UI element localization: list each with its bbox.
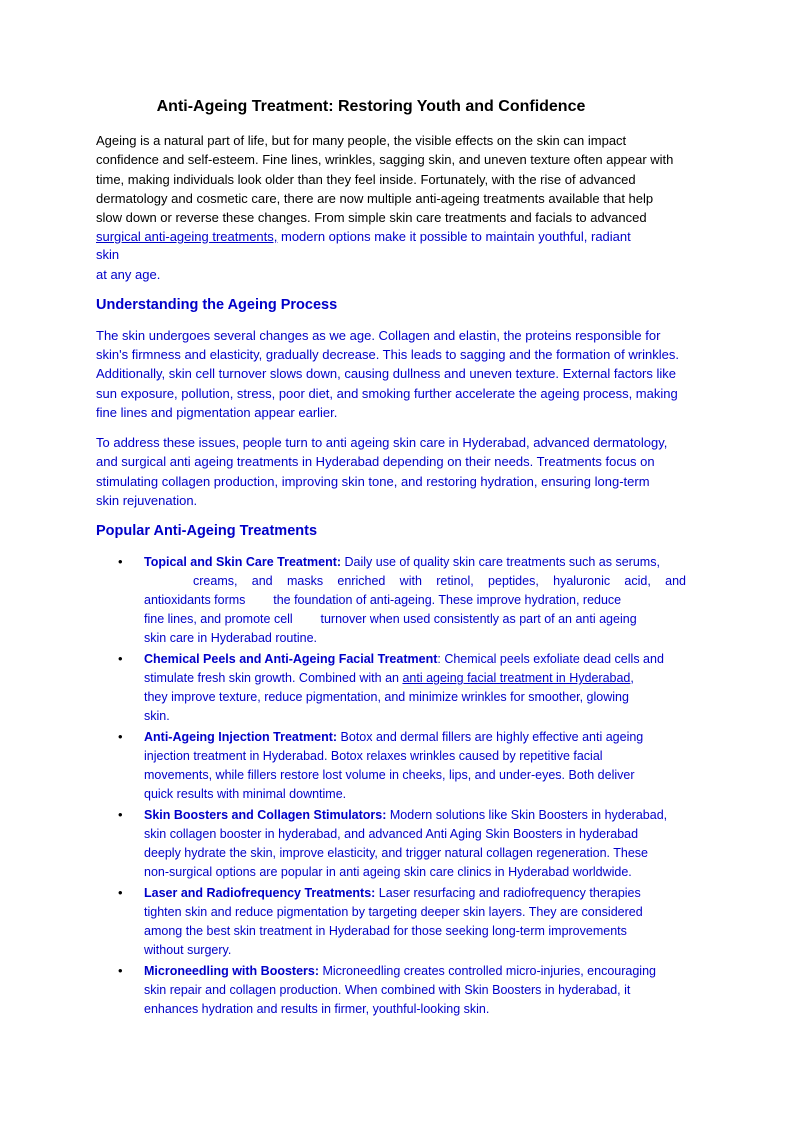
list-item-peels-line-3: they improve texture, reduce pigmentation, and minimize wrinkles for smoother, glowing [144,690,629,704]
list-item-peels-line-4: skin. [144,709,170,723]
list-item-peels-line-2 [144,669,634,688]
page-title: Anti-Ageing Treatment: Restoring Youth and Confidence [156,98,586,115]
list-item-injection-line-2: injection treatment in Hyderabad. Botox relaxes wrinkles caused by repetitive facial [144,749,603,763]
ageing-p1-line-2: skin's firmness and elasticity, gradually decrease. This leads to sagging and the formation of wrinkles. [96,347,679,362]
list-item-injection-line-1 [144,728,643,747]
bullet-icon: • [118,651,123,666]
list-item-microneedling-line-2: skin repair and collagen production. When combined with Skin Boosters in hyderabad, it [144,983,631,997]
list-item-title: Laser and Radiofrequency Treatments: [144,886,376,900]
bullet-icon: • [118,729,123,744]
ageing-p1-line-3: Additionally, skin cell turnover slows down, causing dullness and uneven texture. External factors like [96,366,677,381]
list-item-topical-line-2: creams, and masks enriched with retinol, peptides, hyaluronic acid, and [193,574,686,588]
list-item-injection-line-3: movements, while fillers restore lost volume in cheeks, lips, and under-eyes. Both deliver [144,768,635,782]
ageing-p1-line-4: sun exposure, pollution, stress, poor diet, and smoking further accelerate the ageing process, making [96,386,678,401]
bullet-icon: • [118,554,123,569]
list-item-text: : Chemical peels exfoliate dead cells and [437,652,664,666]
list-item-topical-line-1 [144,553,660,572]
list-item-text: Laser resurfacing and radiofrequency therapies [375,886,641,900]
list-item-laser-line-4: without surgery. [144,943,232,957]
ageing-p2-line-2: and surgical anti ageing treatments in Hyderabad depending on their needs. Treatments focus on [96,454,655,469]
bullet-icon: • [118,807,123,822]
list-item-microneedling-line-1 [144,962,656,981]
intro-line-5: slow down or reverse these changes. From simple skin care treatments and facials to advanced [96,210,647,225]
list-item-injection-line-4: quick results with minimal downtime. [144,787,347,801]
list-item-text: Botox and dermal fillers are highly effective anti ageing [337,730,644,744]
section-heading-ageing-process: Understanding the Ageing Process [96,297,338,313]
intro-line-1: Ageing is a natural part of life, but for many people, the visible effects on the skin can impact [96,133,627,148]
list-item-boosters-line-1 [144,806,667,825]
list-item-boosters-line-3: deeply hydrate the skin, improve elasticity, and trigger natural collagen regeneration. These [144,846,648,860]
intro-line-8: at any age. [96,267,161,282]
bullet-icon: • [118,963,123,978]
intro-line-7: skin [96,247,120,262]
list-item-text: Microneedling creates controlled micro-injuries, encouraging [319,964,656,978]
list-item-topical-line-5: skin care in Hyderabad routine. [144,631,318,645]
ageing-p1-line-5: fine lines and pigmentation appear earlier. [96,405,338,420]
ageing-p2-line-3: stimulating collagen production, improving skin tone, and restoring hydration, ensuring long-term [96,474,650,489]
list-item-boosters-line-2: skin collagen booster in hyderabad, and advanced Anti Aging Skin Boosters in hyderabad [144,827,639,841]
list-item-laser-line-1 [144,884,641,903]
list-item-title: Microneedling with Boosters: [144,964,320,978]
list-item-text: , [630,671,634,685]
list-item-laser-line-2: tighten skin and reduce pigmentation by targeting deeper skin layers. They are considered [144,905,643,919]
intro-line-4: dermatology and cosmetic care, there are now multiple anti-ageing treatments available that help [96,191,654,206]
list-item-title: Skin Boosters and Collagen Stimulators: [144,808,387,822]
intro-line-3: time, making individuals look older than they feel inside. Fortunately, with the rise of advanced [96,172,636,187]
list-item-text: Modern solutions like Skin Boosters in hyderabad, [386,808,668,822]
list-item-peels-line-1 [144,650,664,669]
list-item-text: stimulate fresh skin growth. Combined with an [144,671,403,685]
intro-line-6 [96,227,631,246]
ageing-p2-line-4: skin rejuvenation. [96,493,198,508]
list-item-title: Topical and Skin Care Treatment: [144,555,342,569]
surgical-anti-ageing-link[interactable]: surgical anti-ageing treatments, [96,229,278,244]
list-item-text: Daily use of quality skin care treatments such as serums, [341,555,660,569]
list-item-laser-line-3: among the best skin treatment in Hyderabad for those seeking long-term improvements [144,924,627,938]
list-item-microneedling-line-3: enhances hydration and results in firmer, youthful-looking skin. [144,1002,490,1016]
intro-line-2: confidence and self-esteem. Fine lines, wrinkles, sagging skin, and uneven texture often appear with [96,152,674,167]
intro-line-6-rest: modern options make it possible to maintain youthful, radiant [277,229,631,244]
list-item-boosters-line-4: non-surgical options are popular in anti ageing skin care clinics in Hyderabad worldwide. [144,865,632,879]
bullet-icon: • [118,885,123,900]
facial-treatment-link[interactable]: anti ageing facial treatment in Hyderabad [402,671,631,685]
list-item-topical-line-4: fine lines, and promote cell turnover when used consistently as part of an anti ageing [144,612,637,626]
list-item-title: Chemical Peels and Anti-Ageing Facial Treatment [144,652,438,666]
list-item-topical-line-3: antioxidants forms the foundation of anti-ageing. These improve hydration, reduce [144,593,622,607]
section-heading-popular-treatments: Popular Anti-Ageing Treatments [96,523,318,539]
list-item-title: Anti-Ageing Injection Treatment: [144,730,338,744]
ageing-p2-line-1: To address these issues, people turn to anti ageing skin care in Hyderabad, advanced dermatology, [96,435,668,450]
ageing-p1-line-1: The skin undergoes several changes as we age. Collagen and elastin, the proteins responsible for [96,328,661,343]
